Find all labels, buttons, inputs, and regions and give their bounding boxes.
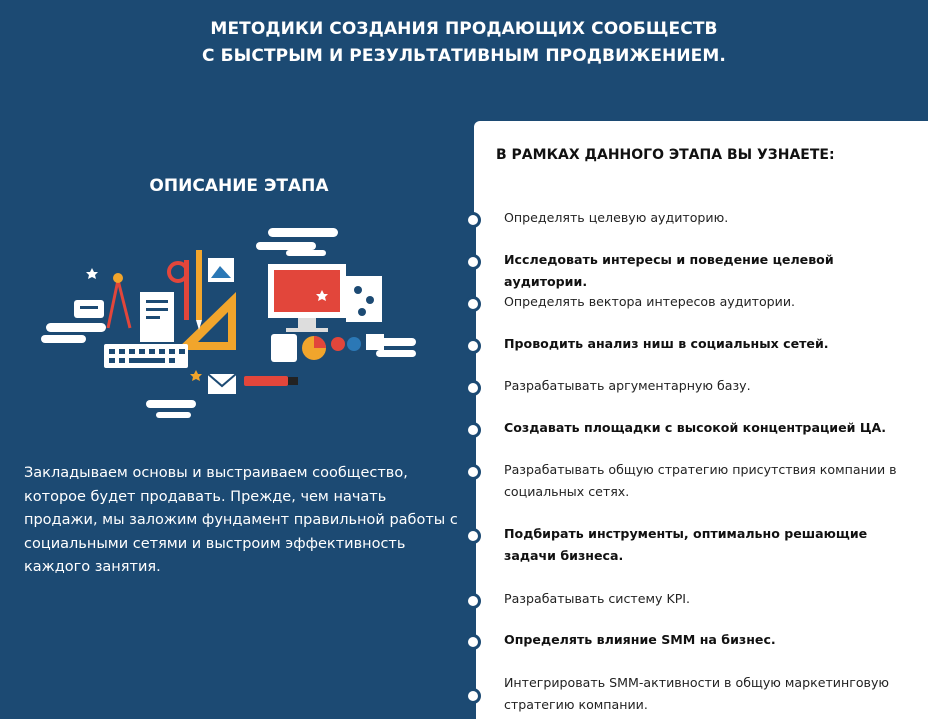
timeline-dot-icon bbox=[465, 593, 481, 609]
list-item-text: Интегрировать SMM-активности в общую маркетинговую стратегию компании. bbox=[504, 675, 889, 712]
timeline-dot-icon bbox=[465, 380, 481, 396]
list-item-text: Исследовать интересы и поведение целевой аудитории. bbox=[504, 252, 834, 289]
page-title bbox=[0, 16, 928, 70]
timeline-dot-icon bbox=[465, 296, 481, 312]
list-item-text: Проводить анализ ниш в социальных сетей. bbox=[504, 336, 829, 351]
timeline-dot-icon bbox=[465, 528, 481, 544]
timeline-dot-icon bbox=[465, 254, 481, 270]
list-item-text: Определять влияние SMM на бизнес. bbox=[504, 632, 776, 647]
page-title-line-2: С БЫСТРЫМ И РЕЗУЛЬТАТИВНЫМ ПРОДВИЖЕНИЕМ. bbox=[202, 46, 726, 66]
timeline-dot-icon bbox=[465, 338, 481, 354]
timeline-dot-icon bbox=[465, 634, 481, 650]
list-item-text: Разрабатывать общую стратегию присутствия компании в социальных сетях. bbox=[504, 462, 897, 499]
list-item-text: Подбирать инструменты, оптимально решающие задачи бизнеса. bbox=[504, 526, 868, 563]
page-title-line-1: МЕТОДИКИ СОЗДАНИЯ ПРОДАЮЩИХ СООБЩЕСТВ bbox=[210, 19, 718, 39]
list-item-text: Разрабатывать аргументарную базу. bbox=[504, 378, 751, 393]
list-item-text: Создавать площадки с высокой концентрацией ЦА. bbox=[504, 420, 887, 435]
list-item-text: Определять целевую аудиторию. bbox=[504, 210, 729, 225]
timeline-dot-icon bbox=[465, 212, 481, 228]
panel-title: В РАМКАХ ДАННОГО ЭТАПА ВЫ УЗНАЕТЕ: bbox=[496, 147, 835, 163]
stage-description-text: Закладываем основы и выстраиваем сообщество, которое будет продавать. Прежде, чем начать продажи, мы заложим фундамент правильной работы с социальными сетями и выстроим эффективность каждого занятия. bbox=[24, 465, 458, 575]
list-item-text: Разрабатывать систему KPI. bbox=[504, 591, 691, 606]
list-item-text: Определять вектора интересов аудитории. bbox=[504, 294, 796, 309]
stage-description-heading: ОПИСАНИЕ ЭТАПА bbox=[149, 176, 329, 196]
office-tools-illustration bbox=[36, 220, 436, 430]
timeline-dot-icon bbox=[465, 688, 481, 704]
learning-outcomes-panel bbox=[474, 121, 928, 719]
timeline-dot-icon bbox=[465, 464, 481, 480]
timeline-dot-icon bbox=[465, 422, 481, 438]
